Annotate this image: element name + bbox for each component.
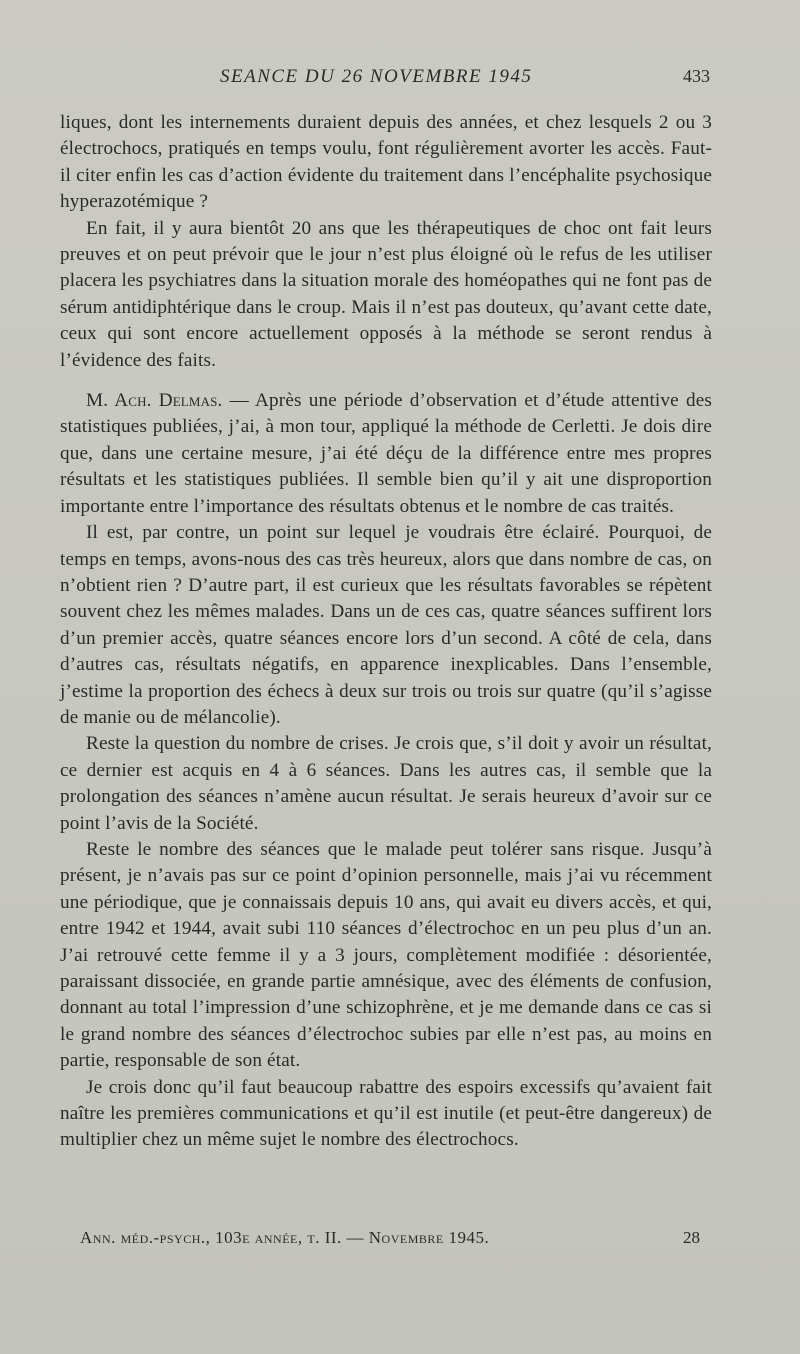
- signature-mark: 28: [683, 1228, 700, 1247]
- paragraph-4: Il est, par contre, un point sur lequel je voudrais être éclairé. Pourquoi, de temps en temps, avons-nous des cas très heureux, alors que dans nombre de cas, on n’obtient rien ? D’autre part, il est curieux que les résultats favorables se répètent souvent chez les mêmes malades. Dans un de ces cas, quatre séances suffirent lors d’un premier accès, quatre séances encore lors d’un second. A côté de cela, dans d’autres cas, résultats négatifs, en apparence inexplicables. Dans l’ensemble, j’estime la proportion des échecs à deux sur trois ou trois sur quatre (qu’il s’agisse de manie ou de mélancolie).: [60, 522, 712, 728]
- paragraph-5: Reste la question du nombre de crises. Je crois que, s’il doit y avoir un résultat, ce dernier est acquis en 4 à 6 séances. Dans les autres cas, il semble que la prolongation des séances n’amène aucun résultat. Je serais heureux d’avoir sur ce point l’avis de la Société.: [60, 733, 712, 834]
- journal-citation: Ann. méd.-psych., 103e année, t. II. — Novembre 1945.: [80, 1228, 490, 1247]
- body-text: [60, 110, 712, 1154]
- paragraph-3-text: — Après une période d’observation et d’étude attentive des statistiques publiées, j’ai, à mon tour, appliqué la méthode de Cerletti. Je dois dire que, dans une certaine mesure, j’ai été déçu de la différence entre mes propres résultats et les statistiques publiées. Il semble bien qu’il y ait une disproportion importante entre l’importance des résultats obtenus et le nombre de cas traités.: [60, 390, 712, 517]
- paragraph-3: [60, 388, 712, 520]
- paragraph-6: Reste le nombre des séances que le malade peut tolérer sans risque. Jusqu’à présent, je n’avais pas sur ce point d’opinion personnelle, mais j’ai vu récemment une périodique, que je connaissais depuis 10 ans, qui avait eu divers accès, et qui, entre 1942 et 1944, avait subi 110 séances d’électrochoc en un peu plus d’un an. J’ai retrouvé cette femme il y a 3 jours, complètement modifiée : désorientée, paraissant dissociée, en grande partie amnésique, avec des éléments de confusion, donnant au total l’impression d’une schizophrène, et je me demande dans ce cas si le grand nombre des séances d’électrochoc subies par elle n’est pas, au moins en partie, responsable de son état.: [60, 838, 712, 1072]
- paragraph-1: liques, dont les internements duraient depuis des années, et chez lesquels 2 ou 3 électrochocs, pratiqués en temps voulu, font régulièrement avorter les accès. Faut-il citer enfin les cas d’action évidente du traitement dans l’encéphalite psychosique hyperazotémique ?: [60, 112, 712, 213]
- running-title: SEANCE DU 26 NOVEMBRE 1945: [220, 66, 533, 87]
- page-number: 433: [683, 66, 710, 86]
- running-header: [60, 66, 720, 96]
- paragraph-7: Je crois donc qu’il faut beaucoup rabattre des espoirs excessifs qu’avaient fait naître les premières communications et qu’il est inutile (et peut-être dangereux) de multiplier chez un même sujet le nombre des électrochocs.: [60, 1076, 712, 1151]
- speaker-name: M. Ach. Delmas.: [86, 390, 223, 412]
- paragraph-2: En fait, il y aura bientôt 20 ans que les thérapeutiques de choc ont fait leurs preuves et on peut prévoir que le jour n’est plus éloigné où le refus de les utiliser placera les psychiatres dans la situation morale des homéopathes qui ne font pas de sérum antidiphtérique dans le croup. Mais il n’est pas douteux, qu’avant cette date, ceux qui sont encore actuellement opposés à la méthode se seront rendus à l’évidence des faits.: [60, 217, 712, 371]
- page-footer: [80, 1228, 700, 1248]
